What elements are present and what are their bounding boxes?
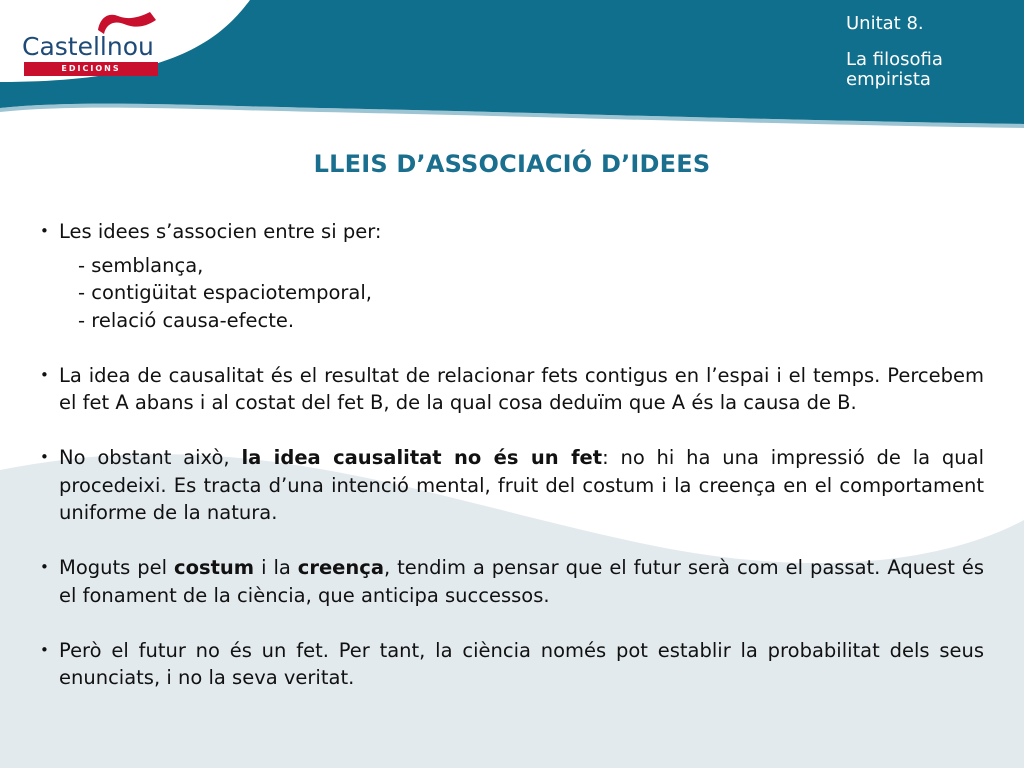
sub-item: - semblança,: [78, 253, 204, 277]
castellnou-logo: [22, 10, 162, 78]
sub-list: [59, 252, 984, 335]
bold-word: creença: [297, 556, 384, 579]
bullet-item: [40, 554, 984, 609]
unit-title: Unitat 8.: [846, 13, 924, 34]
text-run: Moguts pel: [59, 556, 175, 579]
unit-subtitle-line1: La filosofia: [846, 49, 943, 70]
bold-word: costum: [174, 556, 255, 579]
bullet-item: [40, 637, 984, 692]
bullet-text: [59, 444, 984, 527]
bullet-text: La idea de causalitat és el resultat de relacionar fets contigus en l’espai i el temps. Percebem el fet A abans i al costat del fet B, de la qual cosa deduïm que A és la causa de B.: [59, 363, 984, 414]
brand-name: Castellnou: [22, 32, 154, 61]
bullet-item: [40, 218, 984, 334]
text-run: i la: [254, 556, 298, 579]
slide-title: LLEIS D’ASSOCIACIÓ D’IDEES: [313, 150, 711, 178]
slide-content: [40, 218, 984, 692]
bullet-text: Però el futur no és un fet. Per tant, la ciència només pot establir la probabilitat dels seus enunciats, i no la seva veritat.: [59, 638, 984, 689]
text-run: No obstant això,: [59, 446, 242, 469]
unit-subtitle-line2: empirista: [846, 69, 931, 90]
sub-item: - contigüitat espaciotemporal,: [78, 281, 372, 304]
bullet-dot: •: [40, 640, 49, 659]
text-run: : no hi ha una impressió de la qual procedeixi. Es tracta d’una intenció mental, fruit del costum i la creença en el comportament uniforme de la natura.: [59, 446, 984, 524]
bullet-dot: •: [40, 365, 49, 384]
bullet-text: [59, 554, 984, 609]
bullet-dot: •: [40, 222, 49, 240]
bullet-text: Les idees s’associen entre si per:: [59, 220, 382, 243]
bullet-dot: •: [40, 448, 49, 466]
sub-item: - relació causa-efecte.: [78, 308, 295, 332]
bold-phrase: la idea causalitat no és un fet: [241, 446, 603, 469]
bullet-dot: •: [40, 558, 49, 576]
unit-label: [846, 14, 943, 90]
brand-sub: EDICIONS: [24, 62, 158, 76]
bullet-item: [40, 362, 984, 417]
bullet-item: [40, 444, 984, 527]
text-run: , tendim a pensar que el futur serà com el passat. Aquest és el fonament de la ciència, que anticipa successos.: [59, 556, 984, 607]
